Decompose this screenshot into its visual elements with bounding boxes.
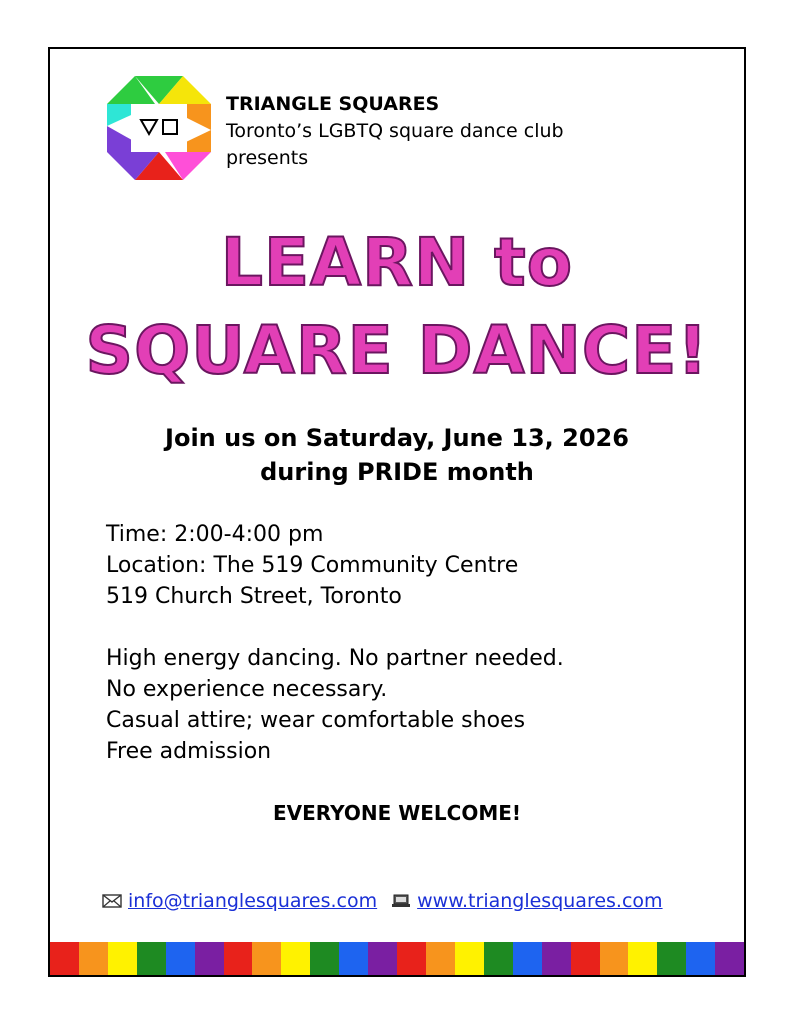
detail-energy: High energy dancing. No partner needed. (106, 646, 564, 671)
headline-line-2: SQUARE DANCE! (85, 312, 709, 389)
rainbow-segment (686, 942, 715, 975)
rainbow-segment (715, 942, 744, 975)
event-date-line-1: Join us on Saturday, June 13, 2026 (165, 424, 629, 452)
rainbow-segment (137, 942, 166, 975)
rainbow-segment (310, 942, 339, 975)
laptop-icon (391, 893, 411, 909)
detail-address: 519 Church Street, Toronto (106, 584, 402, 609)
rainbow-segment (397, 942, 426, 975)
rainbow-segment (513, 942, 542, 975)
rainbow-segment (281, 942, 310, 975)
rainbow-stripe (50, 942, 744, 975)
detail-experience: No experience necessary. (106, 677, 388, 702)
rainbow-segment (628, 942, 657, 975)
detail-attire: Casual attire; wear comfortable shoes (106, 708, 526, 733)
org-presents: presents (226, 147, 309, 169)
rainbow-segment (252, 942, 281, 975)
rainbow-segment (657, 942, 686, 975)
rainbow-segment (600, 942, 629, 975)
rainbow-segment (571, 942, 600, 975)
headline (50, 219, 744, 395)
rainbow-segment (426, 942, 455, 975)
contact-links (102, 888, 663, 914)
rainbow-segment (484, 942, 513, 975)
event-date-line-2: during PRIDE month (260, 458, 534, 486)
rainbow-segment (542, 942, 571, 975)
triangle-squares-logo (105, 74, 213, 182)
rainbow-segment (79, 942, 108, 975)
envelope-icon (102, 893, 122, 909)
details-spacer (106, 612, 564, 643)
org-header (226, 91, 564, 172)
org-name: TRIANGLE SQUARES (226, 93, 440, 115)
event-date (50, 421, 744, 489)
headline-line-1: LEARN to (220, 224, 574, 301)
detail-location: Location: The 519 Community Centre (106, 553, 519, 578)
flyer-page (48, 47, 746, 977)
website-link[interactable]: www.trianglesquares.com (417, 890, 663, 912)
org-tagline: Toronto’s LGBTQ square dance club (226, 120, 564, 142)
rainbow-segment (455, 942, 484, 975)
rainbow-segment (339, 942, 368, 975)
rainbow-segment (195, 942, 224, 975)
detail-time: Time: 2:00-4:00 pm (106, 522, 324, 547)
rainbow-segment (224, 942, 253, 975)
rainbow-segment (166, 942, 195, 975)
event-details (106, 519, 564, 767)
detail-admission: Free admission (106, 739, 272, 764)
email-link[interactable]: info@trianglesquares.com (128, 890, 378, 912)
rainbow-segment (368, 942, 397, 975)
rainbow-segment (50, 942, 79, 975)
rainbow-segment (108, 942, 137, 975)
welcome-message: EVERYONE WELCOME! (272, 801, 522, 825)
